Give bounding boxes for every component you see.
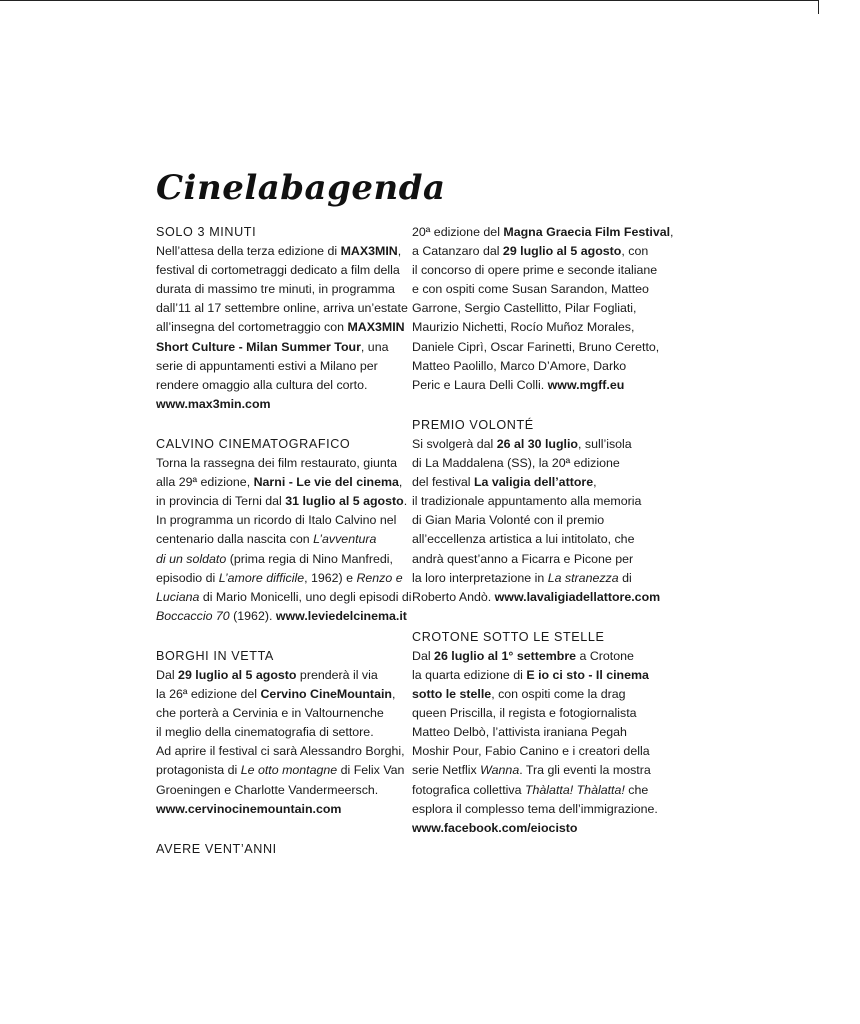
text-line: episodio di L’amore difficile, 1962) e Renzo e	[156, 570, 403, 585]
text-line: e con ospiti come Susan Sarandon, Matteo	[412, 282, 649, 297]
section-heading: BORGHI IN VETTA	[156, 648, 274, 663]
text-line: Matteo Paolillo, Marco D’Amore, Darko	[412, 358, 627, 373]
text-line: andrà quest’anno a Ficarra e Picone per	[412, 551, 634, 566]
text-line: In programma un ricordo di Italo Calvino nel	[156, 513, 397, 528]
text-line: esplora il complesso tema dell’immigrazione.	[412, 801, 658, 816]
section-crotone-sotto-le-stelle	[412, 628, 674, 838]
text-line: di Gian Maria Volonté con il premio	[412, 513, 605, 528]
section-body	[156, 666, 418, 819]
website-link[interactable]: www.max3min.com	[156, 396, 271, 411]
text-line: Dal 26 luglio al 1° settembre a Crotone	[412, 648, 634, 663]
section-heading: PREMIO VOLONTÉ	[412, 417, 534, 432]
section-body	[156, 242, 418, 414]
text-line: che porterà a Cervinia e in Valtournenche	[156, 706, 384, 721]
text-line: in provincia di Terni dal 31 luglio al 5 agosto.	[156, 494, 408, 509]
section-avere-ventanni	[156, 840, 418, 859]
right-column	[412, 223, 674, 859]
text-line: festival di cortometraggi dedicato a film della	[156, 263, 400, 278]
text-line: Groeningen e Charlotte Vandermeersch.	[156, 782, 379, 797]
text-line: dall’11 al 17 settembre online, arriva un’estate	[156, 301, 408, 316]
text-line: Garrone, Sergio Castellitto, Pilar Fogliati,	[412, 301, 637, 316]
text-line: Dal 29 luglio al 5 agosto prenderà il via	[156, 667, 378, 682]
text-line: Luciana di Mario Monicelli, uno degli episodi di	[156, 589, 412, 604]
website-link[interactable]: www.leviedelcinema.it	[275, 608, 407, 623]
text-line: a Catanzaro dal 29 luglio al 5 agosto, con	[412, 244, 649, 259]
section-heading: AVERE VENT’ANNI	[156, 841, 277, 856]
text-line: Daniele Ciprì, Oscar Farinetti, Bruno Ceretto,	[412, 339, 660, 354]
text-line: fotografica collettiva Thàlatta! Thàlatta! che	[412, 782, 649, 797]
website-link[interactable]: www.cervinocinemountain.com	[156, 801, 342, 816]
text-line: centenario dalla nascita con L’avventura	[156, 532, 377, 547]
text-line: protagonista di Le otto montagne di Felix Van	[156, 763, 405, 778]
text-line: all’eccellenza artistica a lui intitolato, che	[412, 532, 635, 547]
section-premio-volonte	[412, 416, 674, 607]
text-line: il tradizionale appuntamento alla memoria	[412, 494, 642, 509]
text-line: di un soldato (prima regia di Nino Manfredi,	[156, 551, 393, 566]
text-line: Matteo Delbò, l’attivista iraniana Pegah	[412, 725, 627, 740]
top-rule-tick	[818, 0, 819, 14]
text-line: Nell’attesa della terza edizione di MAX3MIN,	[156, 244, 402, 259]
text-line: sotto le stelle, con ospiti come la drag	[412, 687, 626, 702]
text-line: serie Netflix Wanna. Tra gli eventi la mostra	[412, 763, 651, 778]
section-body	[156, 454, 418, 626]
text-line: Roberto Andò. www.lavaligiadellattore.com	[412, 589, 661, 604]
section-heading: SOLO 3 MINUTI	[156, 225, 257, 239]
text-line: Torna la rassegna dei film restaurato, giunta	[156, 456, 398, 471]
text-line: la loro interpretazione in La stranezza di	[412, 570, 632, 585]
text-line: la quarta edizione di E io ci sto - Il cinema	[412, 667, 649, 682]
section-heading: CROTONE SOTTO LE STELLE	[412, 629, 605, 644]
text-line: del festival La valigia dell’attore,	[412, 475, 597, 490]
text-line: Moshir Pour, Fabio Canino e i creatori della	[412, 744, 650, 759]
text-line: Ad aprire il festival ci sarà Alessandro Borghi,	[156, 744, 405, 759]
website-link[interactable]: www.lavaligiadellattore.com	[494, 589, 661, 604]
text-line: Boccaccio 70 (1962). www.leviedelcinema.it	[156, 608, 407, 623]
text-line: il concorso di opere prime e seconde italiane	[412, 263, 658, 278]
section-body	[412, 223, 674, 395]
section-heading: CALVINO CINEMATOGRAFICO	[156, 436, 351, 451]
text-line: alla 29ª edizione, Narni - Le vie del cinema,	[156, 475, 403, 490]
masthead-title: Cinelabagenda	[156, 168, 446, 208]
text-line: Short Culture - Milan Summer Tour, una	[156, 339, 389, 354]
section-borghi-in-vetta	[156, 647, 418, 819]
text-line: all’insegna del cortometraggio con MAX3MIN	[156, 320, 405, 335]
text-line: Peric e Laura Delli Colli. www.mgff.eu	[412, 377, 625, 392]
text-line: Si svolgerà dal 26 al 30 luglio, sull’isola	[412, 436, 632, 451]
top-rule	[0, 0, 818, 1]
text-line: serie di appuntamenti estivi a Milano per	[156, 358, 378, 373]
text-line: 20ª edizione del Magna Graecia Film Festival,	[412, 225, 674, 239]
website-link[interactable]: www.mgff.eu	[547, 377, 625, 392]
text-line: Maurizio Nichetti, Rocío Muñoz Morales,	[412, 320, 635, 335]
text-line: queen Priscilla, il regista e fotogiornalista	[412, 706, 637, 721]
text-line: di La Maddalena (SS), la 20ª edizione	[412, 456, 620, 471]
section-solo-3-minuti	[156, 223, 418, 414]
section-calvino-cinematografico	[156, 435, 418, 626]
section-magna-graecia	[412, 223, 674, 395]
text-line: rendere omaggio alla cultura del corto.	[156, 377, 368, 392]
text-line: il meglio della cinematografia di settore.	[156, 725, 374, 740]
left-column	[156, 223, 418, 880]
text-line: la 26ª edizione del Cervino CineMountain,	[156, 687, 396, 702]
website-link[interactable]: www.facebook.com/eiocisto	[412, 820, 578, 835]
section-body	[412, 435, 674, 607]
text-line: durata di massimo tre minuti, in programma	[156, 282, 395, 297]
section-body	[412, 647, 674, 838]
